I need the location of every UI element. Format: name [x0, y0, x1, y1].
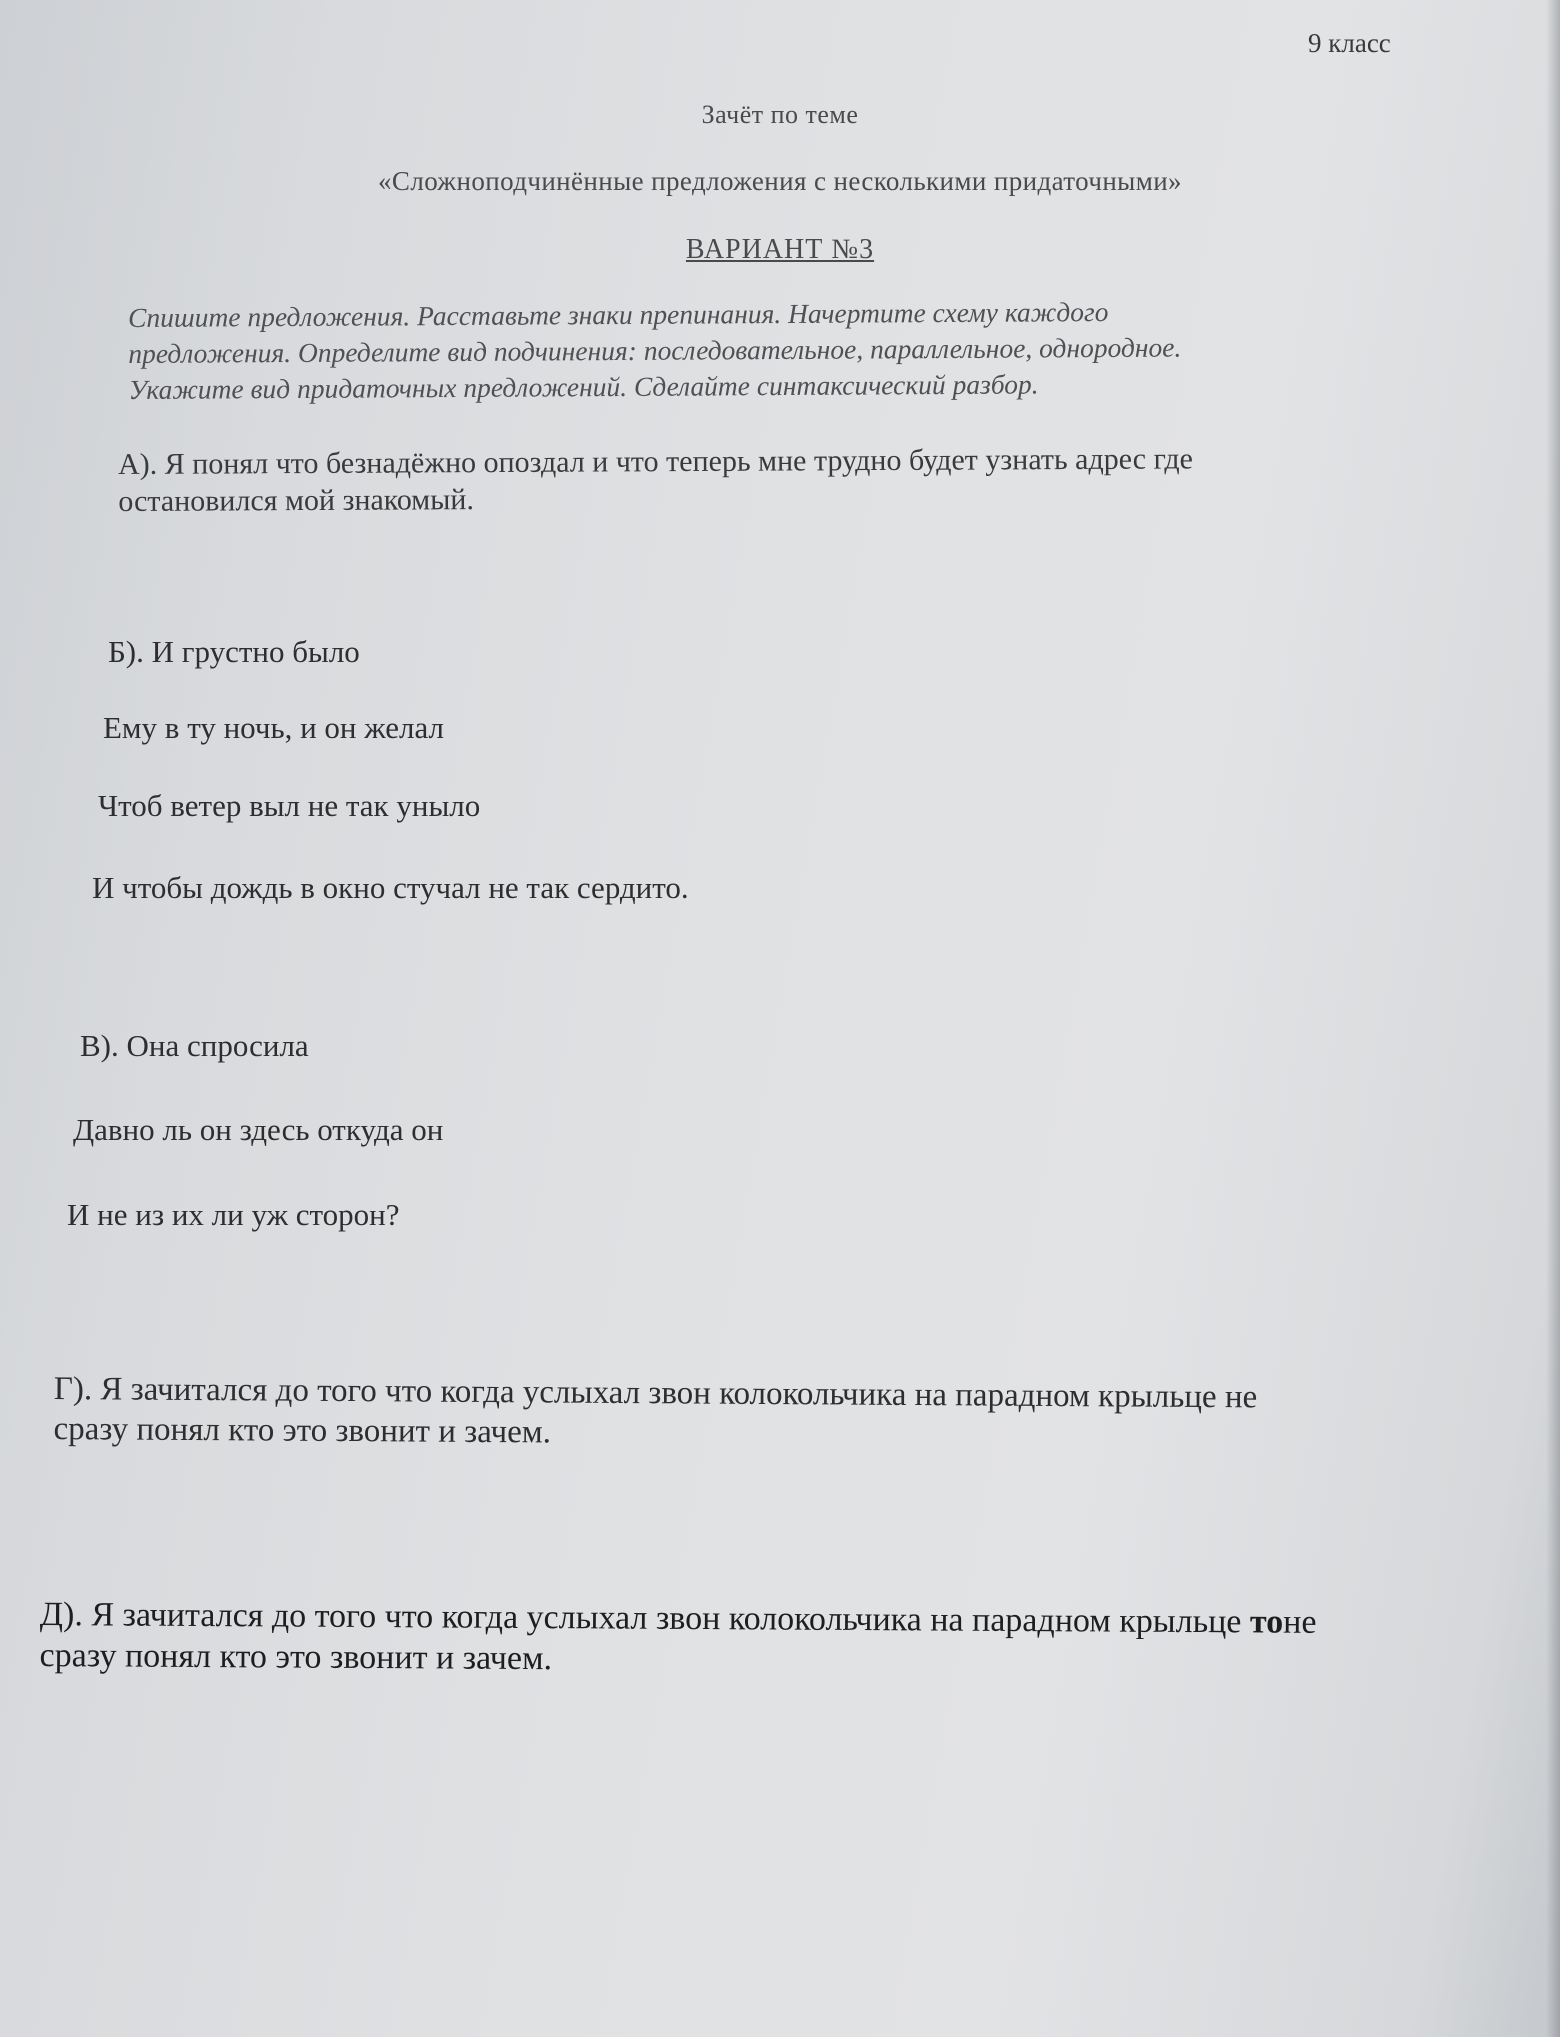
- instructions-line: Спишите предложения. Расставьте знаки препинания. Начертите схему каждого: [128, 296, 1109, 333]
- task-v-line: И не из их ли уж сторон?: [67, 1197, 400, 1232]
- grade-label: 9 класс: [1308, 28, 1391, 58]
- instructions-line: Укажите вид придаточных предложений. Сделайте синтаксический разбор.: [128, 368, 1039, 405]
- test-topic: «Сложноподчинённые предложения с несколькими придаточными»: [378, 166, 1182, 196]
- task-d: [39, 1594, 1499, 1685]
- test-title: Зачёт по теме: [701, 100, 859, 129]
- task-v-line: Давно ль он здесь откуда он: [73, 1112, 444, 1147]
- instructions-line: предложения. Определите вид подчинения: последовательное, параллельное, однородное.: [128, 331, 1182, 369]
- task-a-line: А). Я понял что безнадёжно опоздал и что теперь мне трудно будет узнать адрес где: [118, 442, 1194, 481]
- task-a: [118, 440, 1358, 520]
- task-v-line: В). Она спросила: [80, 1028, 309, 1063]
- task-g: [53, 1369, 1454, 1459]
- task-b-line: И чтобы дождь в окно стучал не так сердито.: [92, 870, 689, 905]
- variant-heading: ВАРИАНТ №3: [685, 234, 875, 265]
- instructions: [128, 292, 1429, 408]
- task-d-line-end: не: [1283, 1603, 1317, 1641]
- task-b-line: Чтоб ветер выл не так уныло: [98, 788, 481, 823]
- task-g-line: сразу понял кто это звонит и зачем.: [53, 1410, 552, 1451]
- task-g-line: Г). Я зачитался до того что когда услыхал звон колокольчика на парадном крыльце не: [53, 1371, 1258, 1416]
- task-d-bold-word: то: [1249, 1603, 1284, 1641]
- page-edge-shadow: [1546, 0, 1560, 2037]
- task-a-line: остановился мой знакомый.: [118, 483, 475, 518]
- task-d-line-start: Д). Я зачитался до того что когда услыхал звон колокольчика на парадном крыльце: [39, 1596, 1251, 1641]
- task-d-line: сразу понял кто это звонит и зачем.: [39, 1636, 553, 1678]
- task-b-line: Ему в ту ночь, и он желал: [103, 710, 445, 745]
- task-b-line: Б). И грустно было: [108, 634, 360, 669]
